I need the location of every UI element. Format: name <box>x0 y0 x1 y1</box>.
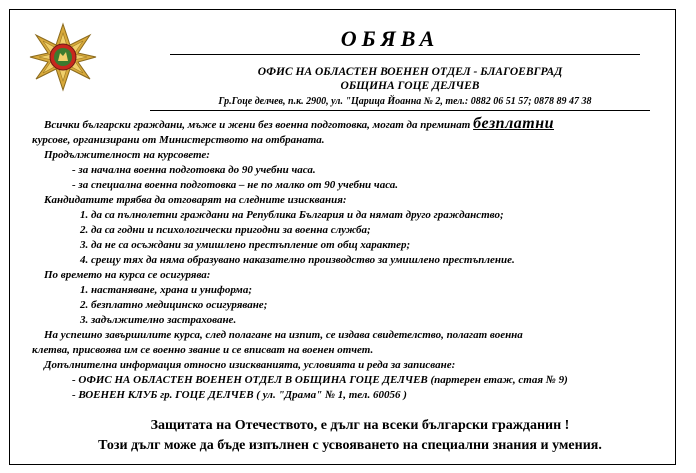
intro-line: Всички български граждани, мъже и жени без военна подготовка, могат да преминат безплатни <box>44 115 555 132</box>
completion-line-2: клетва, присвоява им се военно звание и се вписват на военен отчет. <box>32 344 374 356</box>
title-underline <box>170 54 640 55</box>
requirement-item: 1. да са пълнолетни граждани на Република България и да нямат друго гражданство; <box>80 209 504 221</box>
notice-title: ОБЯВА <box>340 26 440 51</box>
intro-line-2: курсове, организирани от Министерството на отбраната. <box>32 134 325 146</box>
free-highlight: безплатни <box>473 115 555 132</box>
provided-item: 3. задължително застраховане. <box>80 314 237 326</box>
municipality-name: ОБЩИНА ГОЦЕ ДЕЛЧЕВ <box>340 80 480 92</box>
notice-body <box>32 116 668 403</box>
requirement-item: 3. да не са осъждани за умишлено престъпление от общ характер; <box>80 239 411 251</box>
office-name: ОФИС НА ОБЛАСТЕН ВОЕНЕН ОТДЕЛ - БЛАГОЕВГРАД <box>257 66 563 78</box>
provided-heading: По времето на курса се осигурява: <box>44 269 211 281</box>
closing-statement-2: Този дълг може да бъде изпълнен с усвояването на специални знания и умения. <box>98 438 602 453</box>
duration-item: - за специална военна подготовка – не по малко от 90 учебни часа. <box>72 179 399 191</box>
duration-heading: Продължителност на курсовете: <box>44 149 210 161</box>
provided-item: 2. безплатно медицинско осигуряване; <box>80 299 268 311</box>
office-address: Гр.Гоце делчев, п.к. 2900, ул. "Царица Йоанна № 2, тел.: 0882 06 51 57; 0878 89 47 38 <box>218 96 592 107</box>
military-emblem-icon <box>28 22 98 92</box>
contact-item: - ВОЕНЕН КЛУБ гр. ГОЦЕ ДЕЛЧЕВ ( ул. "Драма" № 1, тел. 60056 ) <box>72 389 407 401</box>
requirement-item: 2. да са годни и психологически пригодни за военна служба; <box>80 224 371 236</box>
info-heading: Допълнителна информация относно изискванията, условията и реда за записване: <box>44 359 456 371</box>
closing-statement: Защитата на Отечеството, е дълг на всеки български гражданин ! <box>150 418 570 433</box>
completion-line: На успешно завършилите курса, след полагане на изпит, се издава свидетелство, полагат военна <box>44 329 523 341</box>
requirement-item: 4. срещу тях да няма образувано наказателно производство за умишлено престъпление. <box>80 254 515 266</box>
requirements-heading: Кандидатите трябва да отговарят на следните изисквания: <box>44 194 347 206</box>
provided-item: 1. настаняване, храна и униформа; <box>80 284 253 296</box>
duration-item: - за начална военна подготовка до 90 учебни часа. <box>72 164 316 176</box>
contact-item: - ОФИС НА ОБЛАСТЕН ВОЕНЕН ОТДЕЛ В ОБЩИНА ГОЦЕ ДЕЛЧЕВ (партерен етаж, стая № 9) <box>72 374 568 386</box>
header-divider <box>150 110 650 111</box>
